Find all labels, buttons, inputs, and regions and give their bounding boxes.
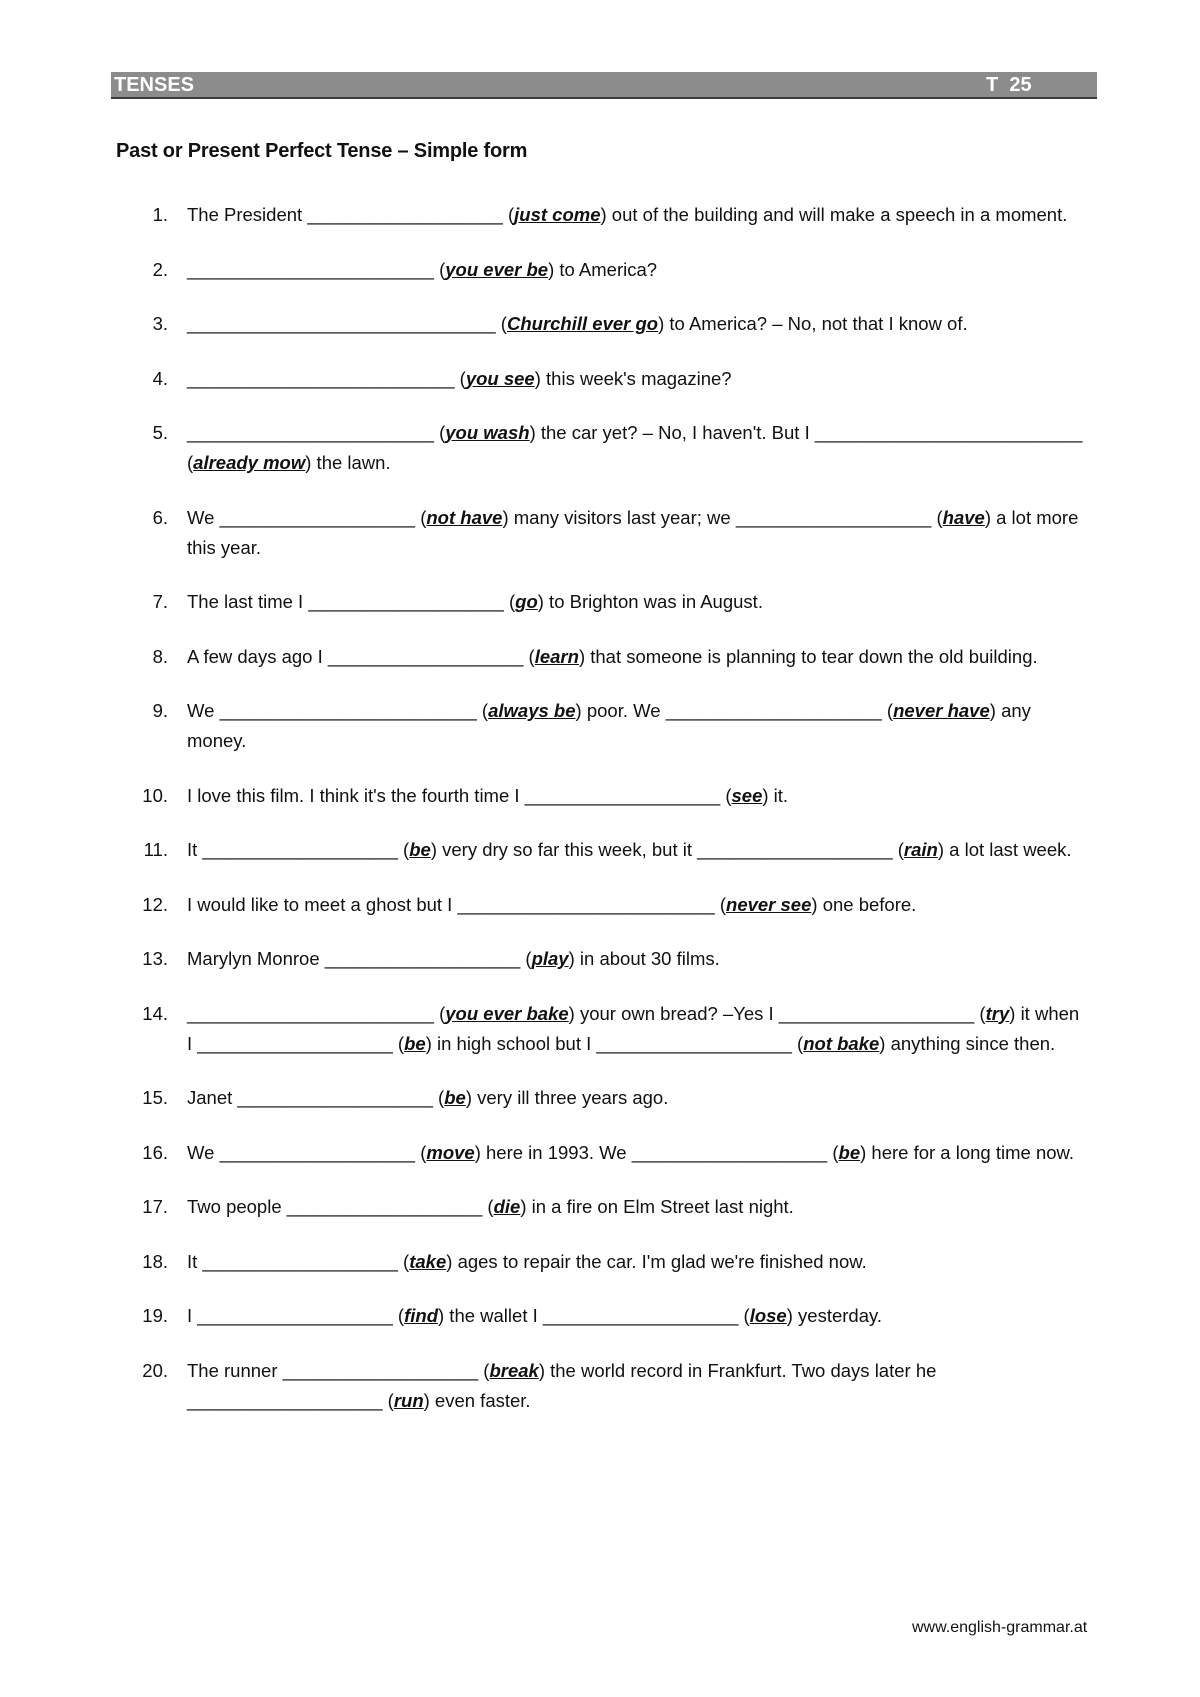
answer-blank[interactable]: ___________________ <box>307 204 503 225</box>
sentence-text: ) out of the building and will make a speech in a moment. <box>600 204 1068 225</box>
verb-hint: always be <box>488 700 576 721</box>
exercise-number: 14. <box>142 1002 168 1024</box>
sentence-text: ( <box>433 1002 446 1024</box>
verb-hint: you ever be <box>445 258 549 280</box>
verb-hint: have <box>942 506 985 528</box>
answer-blank[interactable]: ___________________ <box>197 1305 393 1326</box>
verb-hint: move <box>426 1141 475 1163</box>
answer-blank[interactable]: ___________________ <box>197 1032 393 1054</box>
answer-blank[interactable]: ___________________ <box>697 839 893 860</box>
sentence-text: ) the lawn. <box>305 452 391 473</box>
sentence-text: ) it. <box>762 784 789 806</box>
answer-blank[interactable]: ___________________ <box>324 948 521 969</box>
sentence-text: ) the world record in Frankfurt. Two days later he <box>538 1359 937 1381</box>
answer-blank[interactable]: ___________________ <box>219 1141 416 1163</box>
header-bar <box>111 72 1097 99</box>
sentence-text: I would like to meet a ghost but I <box>187 893 458 915</box>
exercise-number: 1. <box>152 204 168 225</box>
verb-hint: run <box>393 1389 424 1411</box>
verb-hint: never see <box>726 893 812 915</box>
answer-blank[interactable]: ______________________________ <box>187 313 496 334</box>
verb-hint: just come <box>514 204 601 225</box>
verb-hint: take <box>409 1250 447 1272</box>
sentence-text: We <box>187 506 220 528</box>
sentence-text: ) here for a long time now. <box>860 1141 1074 1163</box>
exercise-item <box>0 999 1200 1059</box>
sentence-text: ( <box>738 1305 750 1326</box>
sentence-text: ) many visitors last year; we <box>502 506 736 528</box>
exercise-text <box>187 1083 1087 1113</box>
sentence-text: ( <box>415 1141 427 1163</box>
answer-blank[interactable]: ___________________ <box>286 1196 483 1217</box>
exercise-text <box>187 890 1087 920</box>
sentence-text: ( <box>791 1032 804 1054</box>
sentence-text: Janet <box>187 1087 238 1108</box>
answer-blank[interactable]: _________________________ <box>457 893 715 915</box>
answer-blank[interactable]: ___________________ <box>596 1032 792 1054</box>
verb-hint: you wash <box>445 422 530 443</box>
exercise-text <box>187 696 1087 756</box>
sentence-text: ) to Brighton was in August. <box>537 591 763 612</box>
sentence-text: ( <box>382 1389 394 1411</box>
answer-blank[interactable]: ___________________ <box>187 1389 383 1411</box>
exercise-number: 18. <box>142 1250 168 1272</box>
exercise-text <box>187 999 1087 1059</box>
exercise-item <box>0 1301 1200 1331</box>
sentence-text: The President <box>187 204 308 225</box>
exercise-number: 10. <box>142 784 168 806</box>
exercise-item <box>0 503 1200 563</box>
sentence-text: ( <box>495 313 507 334</box>
sentence-text: We <box>187 1141 220 1163</box>
sentence-text: ) any money. <box>187 700 1031 751</box>
verb-hint: be <box>409 839 431 860</box>
sentence-text: ( <box>931 506 943 528</box>
exercise-item <box>0 418 1200 478</box>
exercise-item <box>0 1247 1200 1277</box>
answer-blank[interactable]: __________________________ <box>814 422 1083 443</box>
sentence-text: ( <box>892 839 904 860</box>
sentence-text: ) here in 1993. We <box>474 1141 632 1163</box>
verb-hint: not have <box>426 506 503 528</box>
sentence-text: ) yesterday. <box>786 1305 883 1326</box>
verb-hint: you ever bake <box>445 1002 569 1024</box>
exercise-text <box>187 944 1087 974</box>
exercise-text <box>187 309 1087 339</box>
answer-blank[interactable]: _____________________ <box>665 700 882 721</box>
sentence-text: ( <box>827 1141 839 1163</box>
exercise-item <box>0 944 1200 974</box>
exercise-text <box>187 503 1087 563</box>
exercise-item <box>0 835 1200 865</box>
sentence-text: ) a lot more this year. <box>187 506 1079 558</box>
exercise-number: 3. <box>152 313 168 334</box>
verb-hint: never have <box>893 700 990 721</box>
answer-blank[interactable]: ___________________ <box>524 784 721 806</box>
exercise-item <box>0 255 1200 285</box>
exercise-number: 7. <box>152 591 168 612</box>
sentence-text: ) a lot last week. <box>937 839 1072 860</box>
exercise-number: 2. <box>152 258 168 280</box>
exercise-text <box>187 1247 1087 1277</box>
answer-blank[interactable]: ___________________ <box>202 1250 398 1272</box>
answer-blank[interactable]: ___________________ <box>237 1087 433 1108</box>
exercise-number: 4. <box>152 367 168 389</box>
verb-hint: find <box>404 1305 438 1326</box>
exercise-list <box>0 200 1200 1440</box>
verb-hint: be <box>838 1141 861 1163</box>
verb-hint: play <box>531 948 569 969</box>
sentence-text: ( <box>392 1032 405 1054</box>
exercise-text <box>187 364 1087 394</box>
header-title: TENSES <box>114 74 195 96</box>
sentence-text: ( <box>720 784 732 806</box>
exercise-number: 12. <box>142 893 168 915</box>
exercise-number: 15. <box>142 1087 168 1108</box>
sentence-text: It <box>187 839 203 860</box>
answer-blank[interactable]: ___________________ <box>308 591 504 612</box>
verb-hint: already mow <box>193 452 306 473</box>
exercise-number: 13. <box>142 948 168 969</box>
sentence-text: ( <box>520 948 532 969</box>
verb-hint: rain <box>903 839 938 860</box>
verb-hint: see <box>731 784 763 806</box>
verb-hint: break <box>489 1359 539 1381</box>
answer-blank[interactable]: ___________________ <box>735 506 932 528</box>
sentence-text: ) to America? <box>548 258 658 280</box>
exercise-item <box>0 364 1200 394</box>
verb-hint: go <box>515 591 538 612</box>
exercise-number: 8. <box>152 645 168 667</box>
sentence-text: ( <box>478 1359 490 1381</box>
exercise-number: 19. <box>142 1305 168 1326</box>
exercise-item <box>0 1192 1200 1222</box>
sentence-text: ) ages to repair the car. I'm glad we're finished now. <box>446 1250 867 1272</box>
answer-blank[interactable]: _________________________ <box>219 700 477 721</box>
answer-blank[interactable]: ___________________ <box>282 1359 479 1381</box>
sentence-text: ( <box>714 893 727 915</box>
exercise-text <box>187 1192 1087 1222</box>
exercise-item <box>0 696 1200 756</box>
exercise-text <box>187 835 1087 865</box>
sentence-text: ( <box>482 1196 494 1217</box>
answer-blank[interactable]: __________________________ <box>187 367 455 389</box>
sentence-text: ) the wallet I <box>438 1305 543 1326</box>
page-title: Past or Present Perfect Tense – Simple form <box>116 140 528 162</box>
sentence-text: ) in a fire on Elm Street last night. <box>520 1196 794 1217</box>
sentence-text: ) one before. <box>811 893 917 915</box>
sentence-text: ( <box>454 367 466 389</box>
exercise-text <box>187 1301 1087 1331</box>
answer-blank[interactable]: ___________________ <box>219 506 416 528</box>
exercise-item <box>0 1138 1200 1168</box>
exercise-item <box>0 642 1200 672</box>
sentence-text: Marylyn Monroe <box>187 948 325 969</box>
exercise-item <box>0 587 1200 617</box>
sentence-text: ( <box>974 1002 986 1024</box>
answer-blank[interactable]: ___________________ <box>778 1002 975 1024</box>
exercise-item <box>0 890 1200 920</box>
sentence-text: ) very dry so far this week, but it <box>430 839 698 860</box>
sentence-text: ) that someone is planning to tear down the old building. <box>578 645 1038 667</box>
verb-hint: lose <box>749 1305 787 1326</box>
answer-blank[interactable]: ________________________ <box>187 422 434 443</box>
exercise-text <box>187 781 1087 811</box>
sentence-text: ( <box>415 506 427 528</box>
sentence-text: We <box>187 700 220 721</box>
exercise-number: 5. <box>152 422 168 443</box>
sentence-text: ( <box>187 452 194 473</box>
sentence-text: Two people <box>187 1196 287 1217</box>
verb-hint: be <box>444 1087 466 1108</box>
exercise-item <box>0 1356 1200 1416</box>
verb-hint: Churchill ever go <box>506 313 659 334</box>
sentence-text: ) even faster. <box>423 1389 531 1411</box>
answer-blank[interactable]: ________________________ <box>187 258 434 280</box>
verb-hint: try <box>985 1002 1010 1024</box>
exercise-text <box>187 642 1087 672</box>
exercise-item <box>0 781 1200 811</box>
sentence-text: ) your own bread? –Yes I <box>568 1002 779 1024</box>
exercise-number: 11. <box>143 839 168 860</box>
verb-hint: die <box>493 1196 521 1217</box>
sentence-text: ) in high school but I <box>425 1032 597 1054</box>
exercise-number: 6. <box>152 506 168 528</box>
sentence-text: ( <box>433 258 446 280</box>
sentence-text: ) anything since then. <box>879 1032 1056 1054</box>
sentence-text: ( <box>433 422 446 443</box>
header-code: T 25 <box>986 74 1032 96</box>
answer-blank[interactable]: ___________________ <box>542 1305 739 1326</box>
answer-blank[interactable]: ___________________ <box>631 1141 828 1163</box>
verb-hint: not bake <box>803 1032 880 1054</box>
verb-hint: you see <box>465 367 535 389</box>
exercise-item <box>0 1083 1200 1113</box>
sentence-text: ( <box>476 700 489 721</box>
exercise-number: 9. <box>152 700 168 721</box>
answer-blank[interactable]: ___________________ <box>202 839 398 860</box>
sentence-text: ) poor. We <box>575 700 666 721</box>
exercise-text <box>187 200 1087 230</box>
sentence-text: The runner <box>187 1359 283 1381</box>
sentence-text: ) very ill three years ago. <box>465 1087 669 1108</box>
verb-hint: be <box>404 1032 426 1054</box>
exercise-number: 16. <box>142 1141 168 1163</box>
footer-url[interactable]: www.english-grammar.at <box>912 1619 1088 1636</box>
answer-blank[interactable]: ________________________ <box>187 1002 434 1024</box>
exercise-text <box>187 255 1087 285</box>
sentence-text: It <box>187 1250 203 1272</box>
sentence-text: ( <box>503 591 516 612</box>
sentence-text: ( <box>397 1250 410 1272</box>
sentence-text: ) this week's magazine? <box>534 367 732 389</box>
sentence-text: ( <box>502 204 515 225</box>
exercise-text <box>187 1356 1087 1416</box>
sentence-text: ) to America? – No, not that I know of. <box>658 313 968 334</box>
sentence-text: ( <box>392 1305 405 1326</box>
sentence-text: A few days ago I <box>187 645 328 667</box>
exercise-text <box>187 587 1087 617</box>
sentence-text: I <box>187 1305 198 1326</box>
sentence-text: ( <box>432 1087 445 1108</box>
sentence-text: The last time I <box>187 591 309 612</box>
answer-blank[interactable]: ___________________ <box>327 645 524 667</box>
sentence-text: ( <box>397 839 410 860</box>
sentence-text: ) in about 30 films. <box>568 948 720 969</box>
sentence-text: ( <box>881 700 894 721</box>
sentence-text: ( <box>523 645 535 667</box>
sentence-text: ) it when I <box>187 1002 1080 1054</box>
exercise-text <box>187 418 1087 478</box>
exercise-item <box>0 309 1200 339</box>
sentence-text: ) the car yet? – No, I haven't. But I <box>529 422 815 443</box>
exercise-item <box>0 200 1200 230</box>
sentence-text: I love this film. I think it's the fourth time I <box>187 784 525 806</box>
verb-hint: learn <box>534 645 579 667</box>
exercise-number: 20. <box>142 1359 168 1381</box>
exercise-number: 17. <box>142 1196 168 1217</box>
exercise-text <box>187 1138 1087 1168</box>
